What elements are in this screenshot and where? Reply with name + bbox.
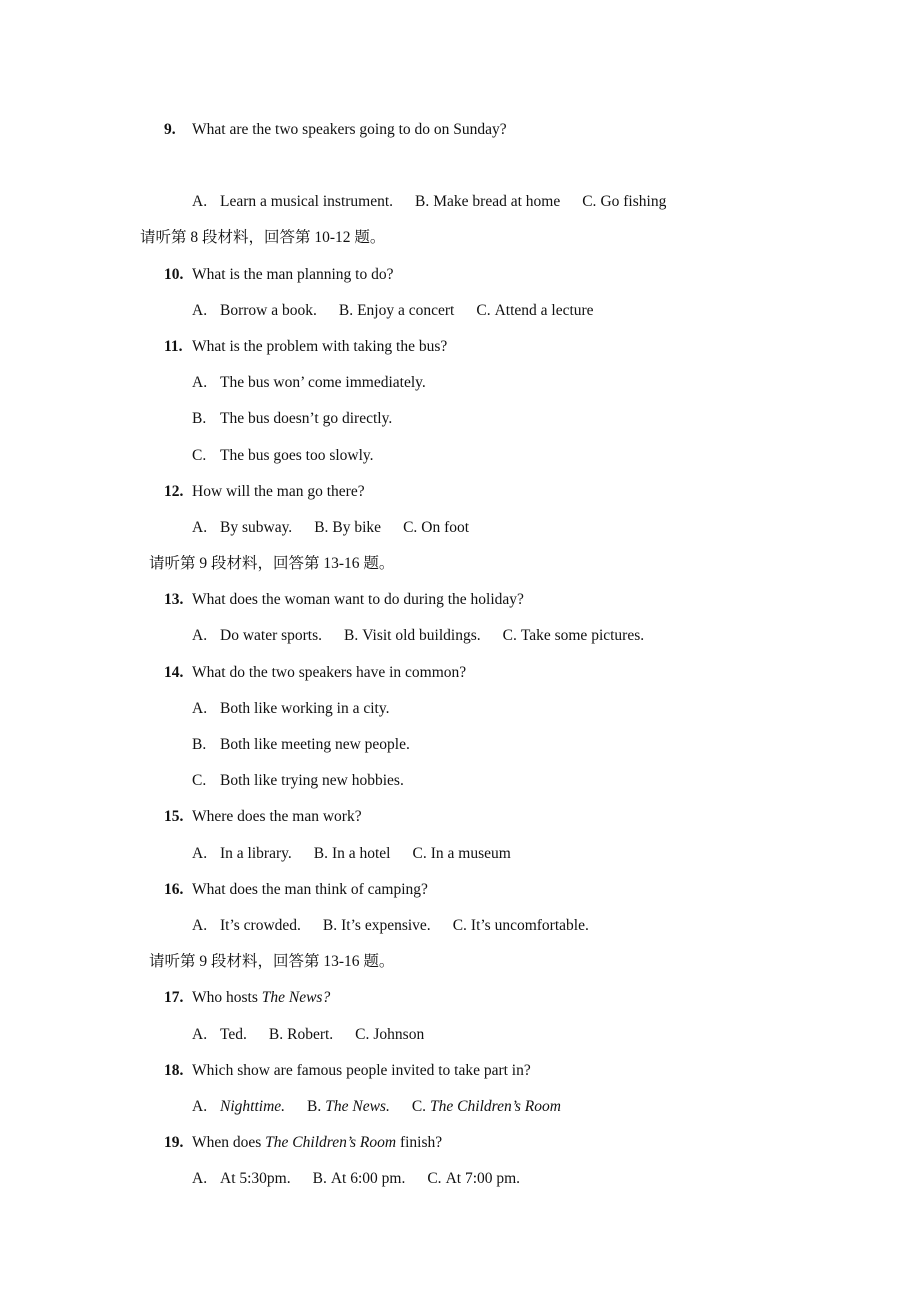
answer-options — [0, 293, 920, 329]
option-letter: C. — [412, 844, 427, 862]
text-segment: Enjoy a concert — [357, 301, 455, 319]
option-text — [471, 917, 589, 934]
answer-option — [192, 917, 301, 934]
option-text — [331, 1170, 406, 1187]
italic-title: Nighttime. — [220, 1097, 286, 1115]
text-segment: How will the man go there? — [192, 482, 365, 500]
option-letter: B. — [338, 301, 354, 319]
answer-option — [323, 917, 431, 934]
option-letter: C. — [476, 301, 491, 319]
options-row — [192, 763, 426, 799]
answer-option — [192, 193, 393, 210]
option-letter: B. — [307, 1097, 322, 1115]
question-text — [192, 655, 466, 691]
option-letter: A. — [192, 301, 208, 319]
answer-option — [192, 1170, 291, 1187]
question-number: 19. — [164, 1134, 184, 1152]
section-instruction: 请听第 8 段材料，回答第 10-12 题。 — [140, 229, 386, 247]
question — [0, 655, 920, 691]
answer-option — [192, 627, 322, 644]
text-segment: At 6:00 pm. — [330, 1170, 406, 1188]
option-letter: C. — [355, 1025, 370, 1043]
answer-option — [192, 447, 374, 464]
option-text — [373, 1026, 424, 1043]
text-segment: Johnson — [373, 1025, 425, 1043]
option-text — [220, 917, 301, 934]
answer-options — [0, 908, 920, 944]
text-segment: Visit old buildings. — [362, 627, 481, 645]
question-number: 17. — [164, 989, 184, 1007]
options-row — [192, 1089, 583, 1125]
text-segment: Do water sports. — [220, 627, 323, 645]
answer-option — [476, 302, 593, 319]
question-text — [192, 799, 362, 835]
text-segment: Ted. — [220, 1025, 247, 1043]
answer-options — [0, 401, 920, 437]
question-text — [192, 112, 507, 148]
question-text — [192, 582, 524, 618]
question-number: 10. — [164, 265, 184, 283]
question-number: 14. — [164, 663, 184, 681]
text-segment: Attend a lecture — [494, 301, 594, 319]
option-text — [220, 519, 292, 536]
answer-options — [0, 727, 920, 763]
option-text — [357, 302, 454, 319]
answer-option — [339, 302, 454, 319]
answer-option — [192, 374, 426, 391]
question — [0, 1125, 920, 1161]
option-letter: B. — [415, 193, 430, 211]
answer-options — [0, 691, 920, 727]
option-text — [220, 1026, 247, 1043]
options-row — [192, 510, 491, 546]
option-text — [430, 1098, 561, 1115]
option-text — [220, 845, 292, 862]
option-text — [220, 193, 393, 210]
options-row — [192, 365, 448, 401]
option-letter: A. — [192, 1025, 208, 1043]
answer-option — [453, 917, 589, 934]
answer-option — [192, 519, 292, 536]
section-instruction: 请听第 9 段材料，回答第 13-16 题。 — [149, 953, 395, 971]
text-segment: Make bread at home — [433, 193, 561, 211]
text-segment: In a library. — [220, 844, 292, 862]
text-segment: Both like working in a city. — [220, 699, 390, 717]
answer-options — [0, 1017, 920, 1053]
text-segment: Both like meeting new people. — [220, 736, 410, 753]
text-segment: What is the problem with taking the bus? — [192, 337, 448, 355]
answer-option — [192, 736, 410, 753]
options-row — [192, 184, 688, 220]
option-text — [220, 1098, 285, 1115]
text-segment: What does the woman want to do during the holiday? — [192, 591, 524, 609]
option-letter: C. — [502, 627, 517, 645]
italic-title: The Children’s Room — [265, 1134, 397, 1152]
answer-option — [307, 1098, 390, 1115]
text-segment: At 5:30pm. — [220, 1170, 291, 1188]
option-text — [220, 736, 410, 753]
answer-options — [0, 1089, 920, 1125]
question-text — [192, 1053, 531, 1089]
options-row — [192, 1161, 542, 1197]
option-letter: C. — [427, 1170, 442, 1188]
option-text — [220, 302, 317, 319]
answer-options — [0, 438, 920, 474]
option-letter: B. — [268, 1025, 284, 1043]
option-letter: C. — [403, 518, 418, 536]
option-letter: B. — [314, 518, 329, 536]
text-segment: Learn a musical instrument. — [220, 193, 394, 211]
option-text — [521, 627, 644, 644]
answer-options — [0, 365, 920, 401]
option-letter: C. — [582, 193, 597, 211]
options-row — [192, 401, 414, 437]
option-letter: C. — [411, 1097, 427, 1115]
answer-option — [403, 519, 469, 536]
text-segment: Who hosts — [192, 989, 262, 1007]
option-text — [495, 302, 594, 319]
option-text — [287, 1026, 333, 1043]
option-text — [220, 374, 426, 391]
text-segment: By bike — [332, 518, 382, 536]
text-segment: Take some pictures. — [520, 627, 645, 645]
answer-options — [0, 184, 920, 220]
option-text — [433, 193, 560, 210]
option-text — [431, 845, 511, 862]
question-number: 15. — [164, 808, 184, 826]
options-row — [192, 438, 396, 474]
text-segment: Both like trying new hobbies. — [220, 772, 404, 790]
answer-option — [412, 1098, 561, 1115]
answer-option — [582, 193, 666, 210]
document-page — [0, 112, 920, 1197]
option-text — [421, 519, 469, 536]
question-number: 16. — [164, 880, 184, 898]
option-letter: C. — [192, 772, 207, 790]
text-segment: At 7:00 pm. — [445, 1170, 521, 1188]
text-segment: It’s uncomfortable. — [470, 916, 589, 934]
question-number: 13. — [164, 591, 184, 609]
option-text — [220, 410, 392, 427]
answer-option — [269, 1026, 333, 1043]
option-letter: B. — [192, 410, 207, 428]
question-number: 18. — [164, 1061, 184, 1079]
option-text — [600, 193, 666, 210]
answer-options — [0, 1161, 920, 1197]
italic-title: The News. — [325, 1097, 390, 1115]
answer-option — [415, 193, 560, 210]
option-text — [220, 447, 374, 464]
answer-option — [192, 410, 392, 427]
option-text — [220, 627, 322, 644]
option-letter: A. — [192, 1097, 208, 1115]
option-letter: C. — [192, 446, 207, 464]
answer-option — [192, 845, 292, 862]
answer-options — [0, 510, 920, 546]
answer-option — [192, 1026, 247, 1043]
option-text — [446, 1170, 521, 1187]
text-segment: It’s expensive. — [341, 916, 431, 934]
options-row — [192, 691, 411, 727]
answer-option — [192, 1098, 285, 1115]
option-letter: B. — [192, 736, 207, 753]
question — [0, 799, 920, 835]
option-letter: C. — [452, 916, 467, 934]
answer-option — [192, 700, 389, 717]
question — [0, 582, 920, 618]
option-letter: A. — [192, 844, 208, 862]
answer-option — [192, 302, 317, 319]
answer-option — [427, 1170, 520, 1187]
question — [0, 1053, 920, 1089]
question — [0, 872, 920, 908]
text-segment: Borrow a book. — [220, 301, 317, 319]
option-text — [332, 845, 391, 862]
option-text — [220, 700, 389, 717]
options-row — [192, 727, 432, 763]
text-segment: What do the two speakers have in common? — [192, 663, 467, 681]
option-text — [341, 917, 431, 934]
question — [0, 980, 920, 1016]
answer-options — [0, 763, 920, 799]
text-segment: The bus won’ come immediately. — [220, 374, 426, 392]
section-instruction: 请听第 9 段材料，回答第 13-16 题。 — [149, 555, 395, 573]
question — [0, 257, 920, 293]
text-segment: What is the man planning to do? — [192, 265, 394, 283]
answer-option — [314, 519, 381, 536]
question-text — [192, 872, 428, 908]
option-text — [220, 1170, 291, 1187]
options-row — [192, 293, 616, 329]
text-segment: What does the man think of camping? — [192, 880, 428, 898]
question — [0, 474, 920, 510]
option-text — [332, 519, 381, 536]
option-letter: A. — [192, 374, 208, 392]
option-letter: A. — [192, 518, 208, 536]
options-row — [192, 618, 666, 654]
question-text — [192, 1125, 442, 1161]
answer-option — [192, 772, 404, 789]
italic-title: The Children’s Room — [430, 1097, 561, 1115]
text-segment: When does — [192, 1134, 266, 1152]
text-segment: finish? — [396, 1134, 443, 1152]
italic-title: The News? — [261, 989, 331, 1007]
answer-options — [0, 836, 920, 872]
question-text — [192, 257, 393, 293]
option-letter: A. — [192, 627, 208, 645]
text-segment: In a museum — [430, 844, 511, 862]
answer-option — [503, 627, 645, 644]
answer-option — [313, 1170, 406, 1187]
question — [0, 112, 920, 148]
text-segment: Robert. — [287, 1025, 334, 1043]
answer-option — [413, 845, 511, 862]
text-segment: It’s crowded. — [220, 916, 301, 934]
option-letter: A. — [192, 699, 208, 717]
question-text — [192, 980, 330, 1016]
text-segment: Which show are famous people invited to take part in? — [192, 1061, 531, 1079]
option-letter: A. — [192, 1170, 208, 1188]
text-segment: Go fishing — [600, 193, 667, 211]
text-segment: In a hotel — [331, 844, 391, 862]
question-text — [192, 329, 447, 365]
answer-options — [0, 618, 920, 654]
option-letter: B. — [313, 844, 328, 862]
question-text — [192, 474, 365, 510]
question — [0, 329, 920, 365]
text-segment: The bus goes too slowly. — [220, 446, 374, 464]
text-segment: What are the two speakers going to do on Sunday? — [192, 121, 507, 138]
options-row — [192, 908, 611, 944]
option-text — [362, 627, 480, 644]
text-segment: On foot — [421, 518, 470, 536]
option-letter: B. — [322, 916, 338, 934]
answer-option — [355, 1026, 424, 1043]
options-row — [192, 1017, 446, 1053]
answer-option — [344, 627, 481, 644]
text-segment: Where does the man work? — [192, 808, 362, 826]
question-number: 12. — [164, 482, 184, 500]
option-text — [325, 1098, 390, 1115]
option-text — [220, 772, 404, 789]
text-segment: The bus doesn’t go directly. — [220, 410, 393, 428]
option-letter: B. — [344, 627, 359, 645]
answer-option — [314, 845, 391, 862]
options-row — [192, 836, 533, 872]
question-number: 11. — [164, 337, 183, 355]
option-letter: A. — [192, 193, 208, 211]
option-letter: B. — [312, 1170, 327, 1188]
text-segment: By subway. — [220, 518, 293, 536]
option-letter: A. — [192, 916, 208, 934]
question-number: 9. — [164, 121, 176, 138]
